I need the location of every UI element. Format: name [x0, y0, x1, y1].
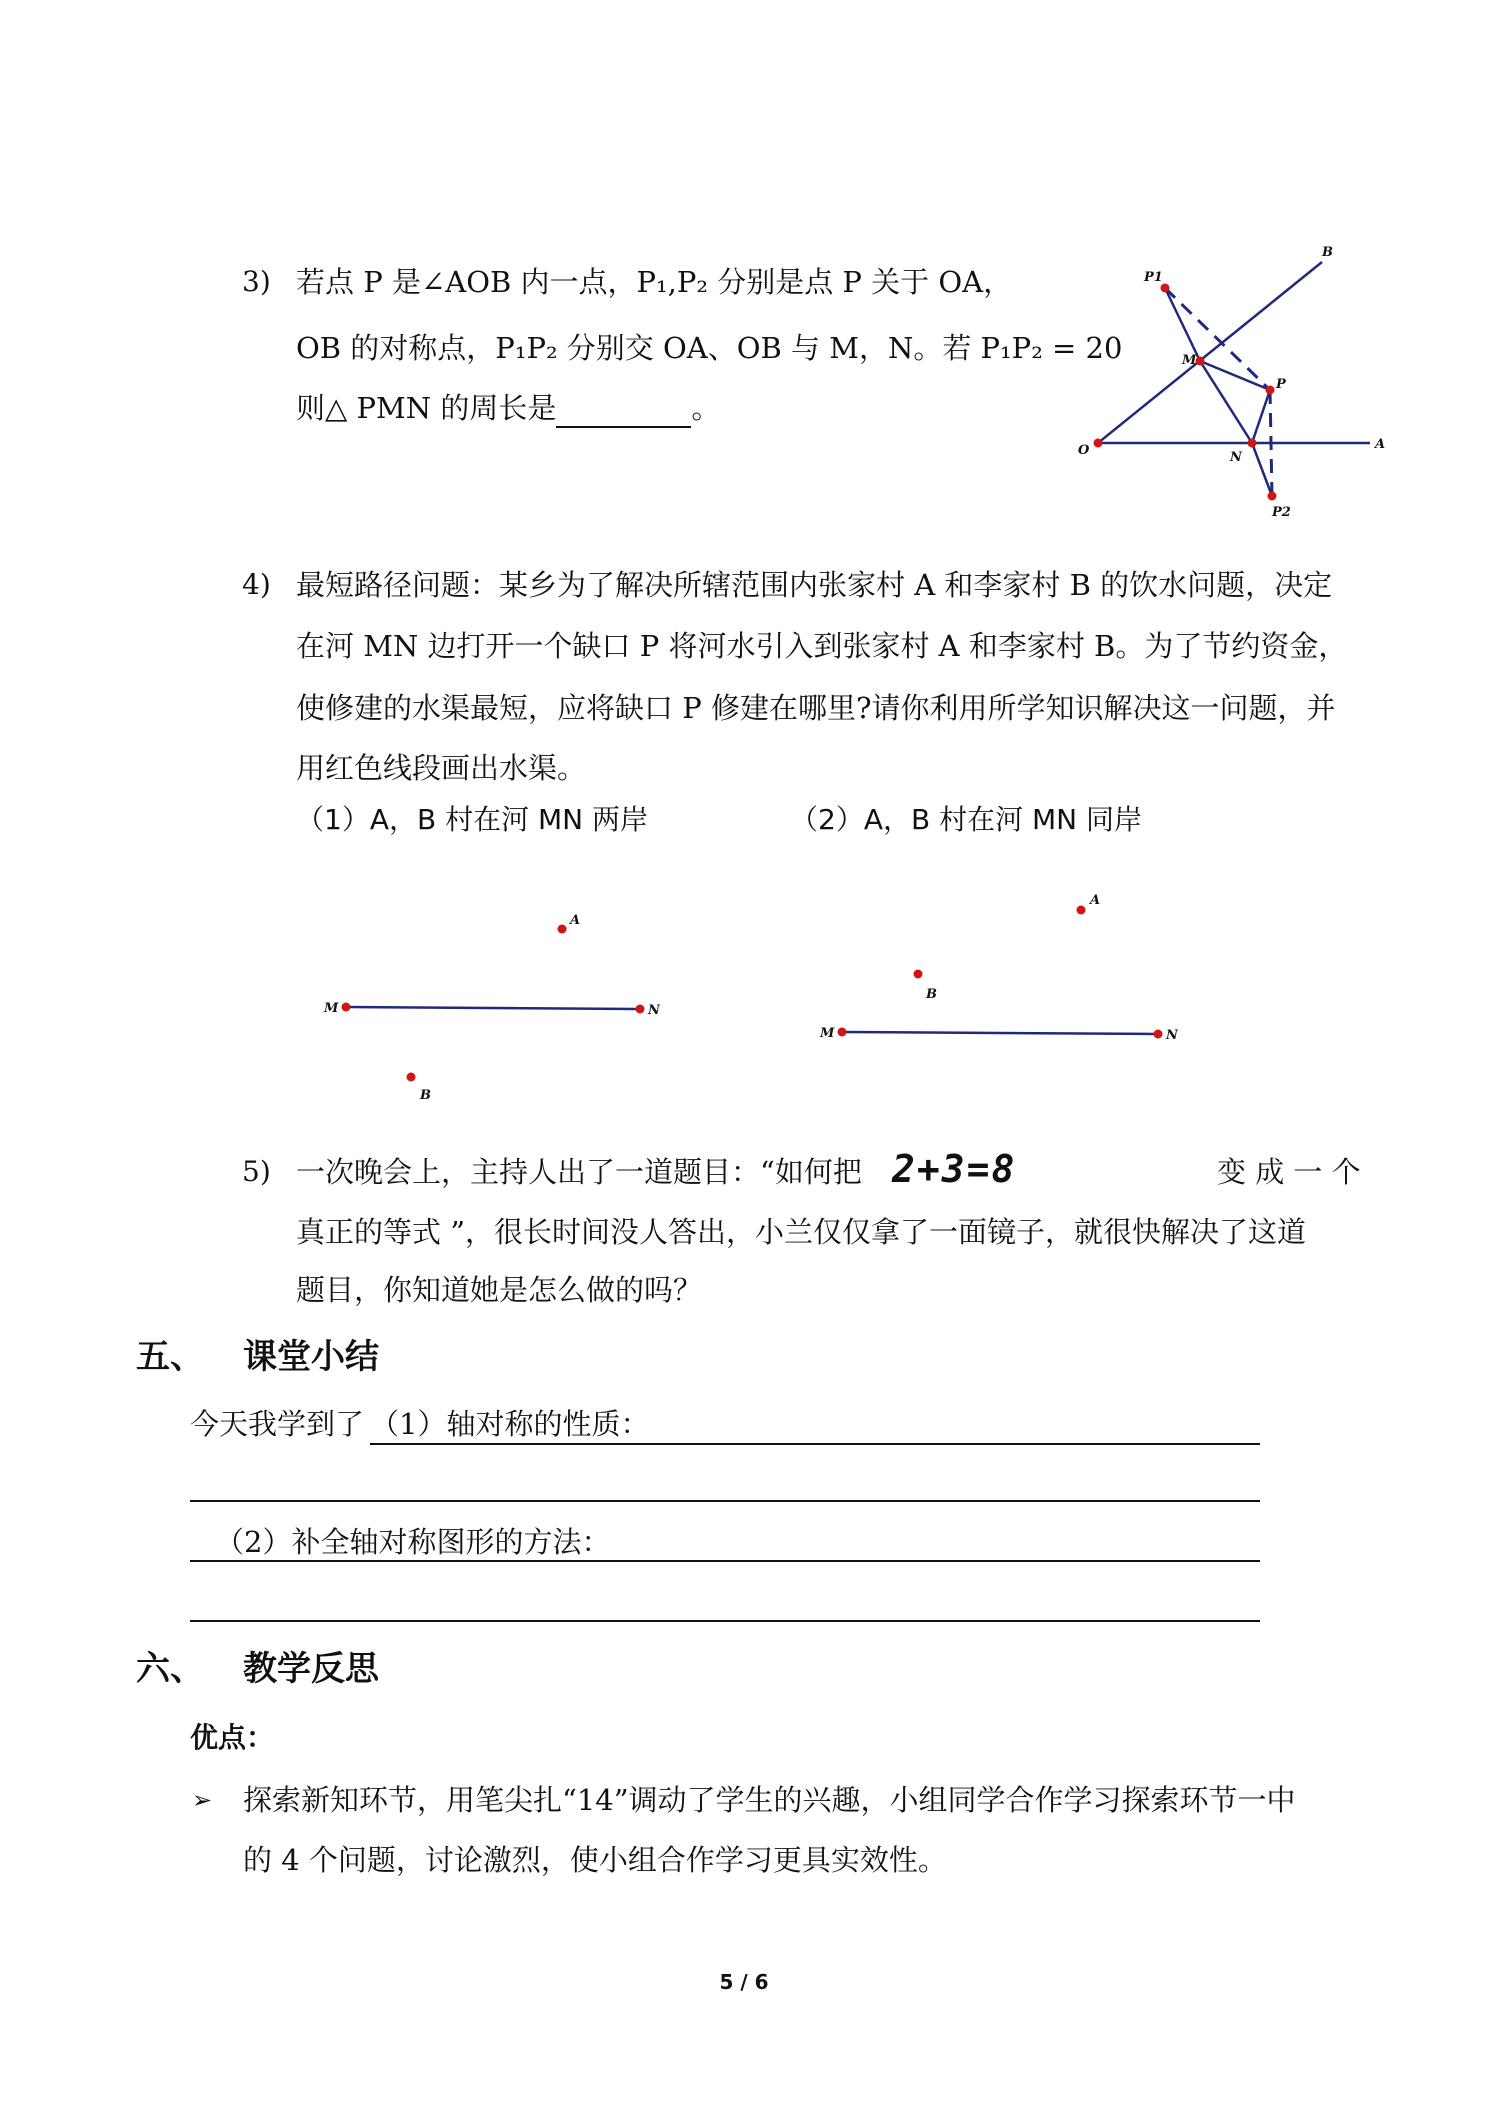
q3-answer-blank[interactable]: [556, 396, 691, 428]
q4-number: 4): [242, 568, 271, 601]
q3-number: 3): [242, 265, 271, 298]
label-m: M: [820, 1026, 835, 1041]
dashed-p-p2: [1270, 390, 1272, 496]
q5-line-3: 题目，你知道她是怎么做的吗？: [296, 1273, 703, 1307]
label-p1: P1: [1144, 270, 1163, 285]
segment-n-p2: [1252, 443, 1272, 496]
point-m: [838, 1028, 847, 1037]
label-p2: P2: [1272, 505, 1291, 520]
segment-p1-m: [1165, 288, 1200, 361]
section-5-title: 课堂小结: [243, 1337, 379, 1377]
village-b: [914, 970, 923, 979]
label-n: N: [1166, 1028, 1178, 1043]
label-n: N: [1230, 450, 1242, 465]
river-mn: [842, 1032, 1158, 1034]
page-number: 5 / 6: [719, 1970, 769, 1994]
q4-line-3: 使修建的水渠最短，应将缺口 P 修建在哪里?请你利用所学知识解决这一问题，并: [296, 691, 1336, 725]
point-n: [1154, 1030, 1163, 1039]
q4-case-1: （1）A，B 村在河 MN 两岸: [296, 803, 648, 836]
q3-line-1: 若点 P 是∠AOB 内一点，P₁,P₂ 分别是点 P 关于 OA，: [296, 265, 1013, 299]
q4-line-2: 在河 MN 边打开一个缺口 P 将河水引入到张家村 A 和李家村 B。为了节约资金，: [296, 629, 1348, 663]
point-m: [342, 1003, 351, 1012]
q4-figure-opposite-banks: [310, 895, 690, 1115]
q3-line-3-end: 。: [691, 391, 721, 425]
q4-line-1: 最短路径问题：某乡为了解决所辖范围内张家村 A 和李家村 B 的饮水问题，决定: [296, 568, 1333, 602]
village-a: [558, 925, 567, 934]
summary-line-2-underline[interactable]: [190, 1500, 1260, 1502]
label-n: N: [648, 1003, 660, 1018]
pros-item-1-line-1: 探索新知环节，用笔尖扎“14”调动了学生的兴趣，小组同学合作学习探索环节一中: [243, 1783, 1296, 1817]
bullet-arrow-icon: ➢: [192, 1786, 213, 1814]
q4-line-4: 用红色线段画出水渠。: [296, 751, 587, 785]
q3-line-3-text: 则△ PMN 的周长是: [296, 391, 557, 425]
point-o: [1094, 439, 1103, 448]
ray-ob: [1098, 262, 1322, 443]
summary-line-1-underline[interactable]: [370, 1443, 1260, 1445]
label-a: A: [570, 913, 581, 928]
summary-line-1-label: 今天我学到了: [190, 1407, 365, 1441]
q3-angle-figure: [1060, 238, 1400, 528]
river-mn: [346, 1007, 640, 1009]
q5-line-2: 真正的等式 ”，很长时间没人答出，小兰仅仅拿了一面镜子，就很快解决了这道: [296, 1215, 1307, 1249]
summary-line-3-underline[interactable]: [190, 1560, 1260, 1562]
summary-line-3-text: （2）补全轴对称图形的方法：: [215, 1525, 611, 1559]
q3-line-2: OB 的对称点，P₁P₂ 分别交 OA、OB 与 M，N。若 P₁P₂ = 20: [296, 331, 1123, 365]
section-6-number: 六、: [136, 1649, 204, 1689]
point-p: [1266, 386, 1275, 395]
summary-line-4-underline[interactable]: [190, 1620, 1260, 1622]
q4-case-2: （2）A，B 村在河 MN 同岸: [790, 803, 1142, 836]
label-m: M: [1182, 353, 1197, 368]
segment-p-n: [1252, 390, 1270, 443]
label-o: O: [1078, 443, 1090, 458]
point-n: [636, 1005, 645, 1014]
pros-item-1-line-2: 的 4 个问题，讨论激烈，使小组合作学习更具实效性。: [243, 1843, 947, 1877]
label-p: P: [1276, 377, 1286, 392]
label-b: B: [420, 1088, 431, 1103]
segment-m-n: [1200, 361, 1252, 443]
label-a: A: [1090, 893, 1101, 908]
q5-number: 5): [242, 1155, 271, 1188]
village-a: [1077, 906, 1086, 915]
q3-line-3: [296, 388, 720, 428]
village-b: [407, 1073, 416, 1082]
q5-line-1-start: 一次晚会上，主持人出了一道题目：“如何把: [296, 1155, 862, 1189]
summary-line-1-text: （1）轴对称的性质：: [370, 1407, 650, 1441]
pros-label: 优点：: [190, 1721, 275, 1754]
point-p2: [1268, 492, 1277, 501]
label-b: B: [926, 987, 937, 1002]
point-n: [1248, 439, 1257, 448]
q4-figure-same-bank: [810, 870, 1190, 1070]
point-m: [1196, 357, 1205, 366]
q5-line-1-end: 变 成 一 个: [1217, 1155, 1361, 1189]
segment-equation: 2+3=8: [892, 1147, 1017, 1191]
label-m: M: [324, 1001, 339, 1016]
section-6-title: 教学反思: [243, 1649, 379, 1689]
section-5-number: 五、: [136, 1337, 204, 1377]
label-a: A: [1375, 437, 1386, 452]
label-b: B: [1322, 245, 1333, 260]
